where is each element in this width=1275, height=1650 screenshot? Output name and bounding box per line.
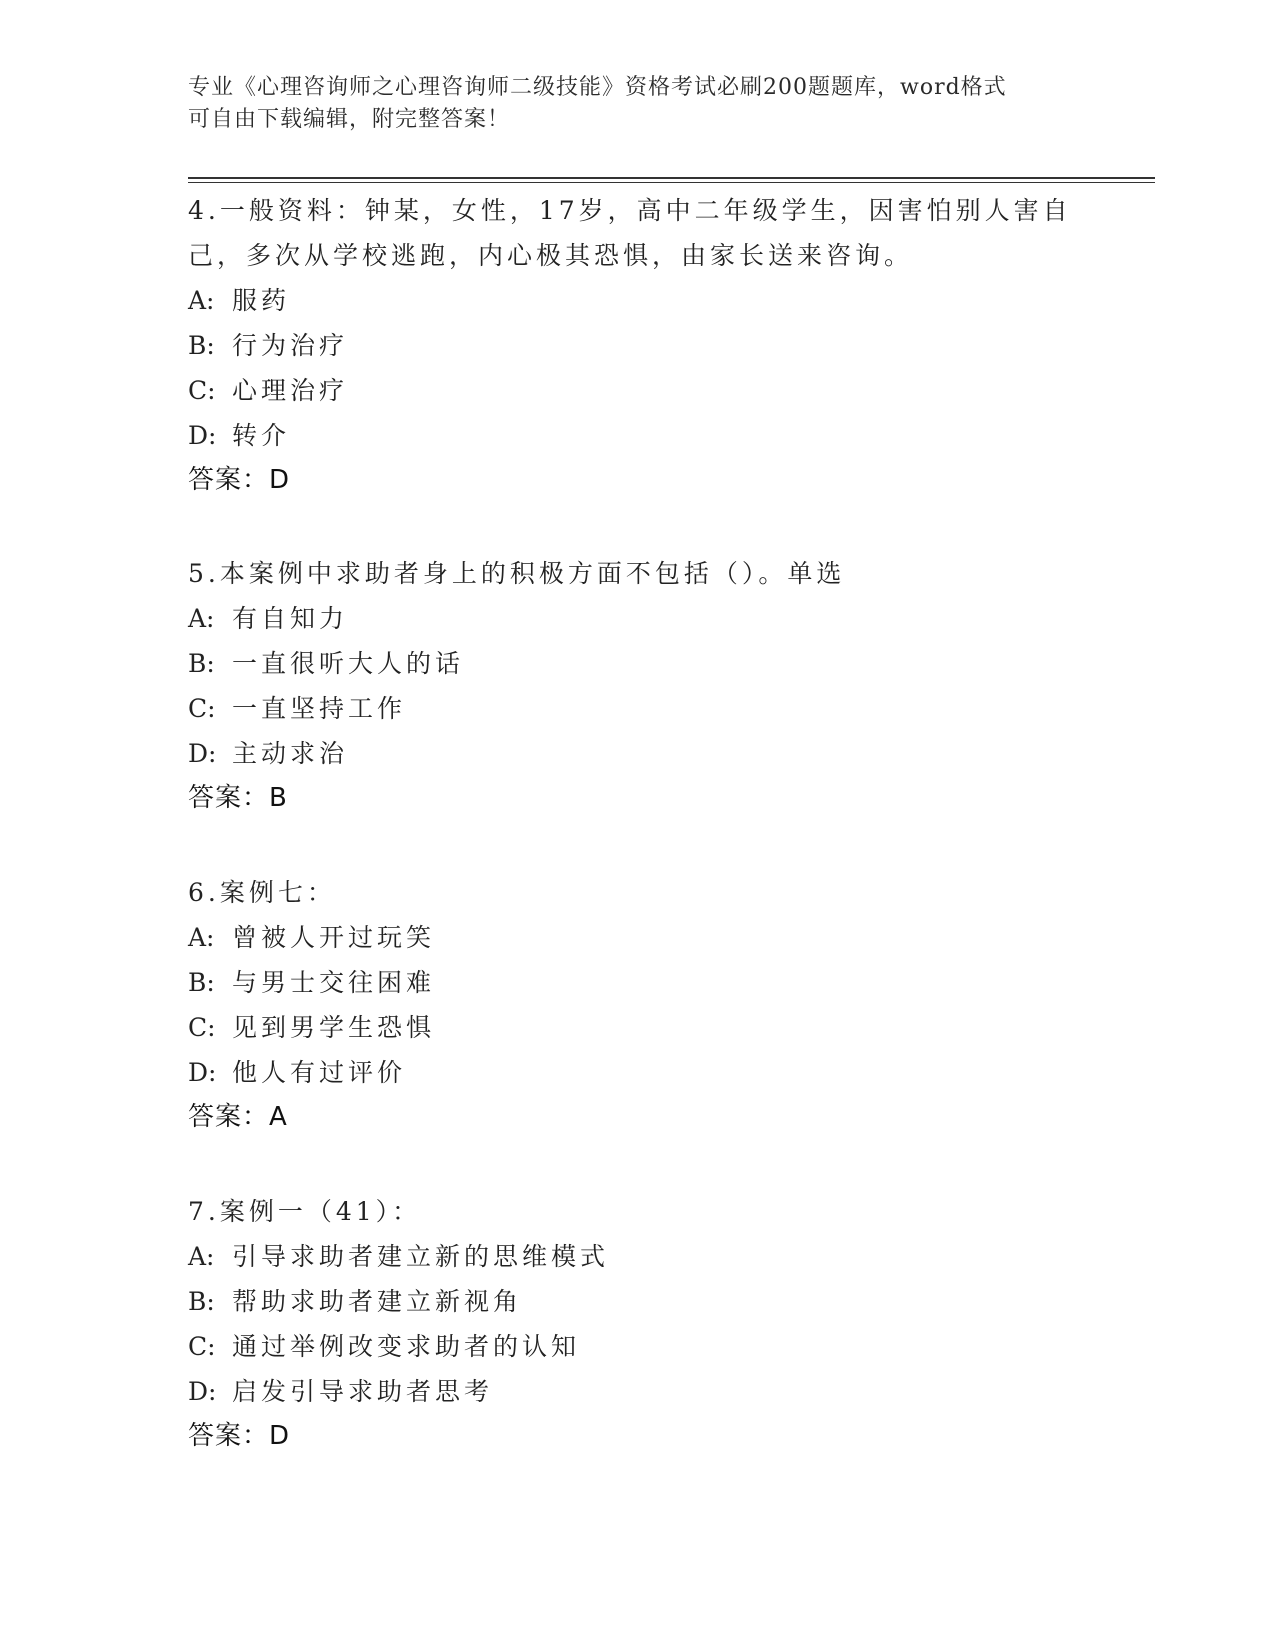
answer-line: 答案：D: [188, 465, 291, 495]
option-key: B:: [188, 331, 215, 360]
option-key: A:: [188, 1242, 215, 1271]
option-d: [188, 1050, 1088, 1095]
option-c: [188, 368, 1088, 413]
option-b: [188, 1279, 1088, 1324]
option-key: D:: [188, 739, 217, 768]
option-text: 一直坚持工作: [232, 694, 407, 723]
option-text: 有自知力: [232, 604, 349, 633]
option-a: [188, 1234, 1088, 1279]
question-stem-line: 6.案例七：: [188, 878, 336, 907]
option-text: 与男士交往困难: [232, 968, 436, 997]
option-b: [188, 960, 1088, 1005]
option-key: A:: [188, 604, 215, 633]
question-stem: [188, 870, 1088, 915]
option-text: 转介: [232, 421, 291, 450]
option-key: C:: [188, 376, 216, 405]
header-divider-thin: [188, 182, 1155, 183]
option-text: 启发引导求助者思考: [232, 1377, 494, 1406]
option-text: 引导求助者建立新的思维模式: [232, 1242, 610, 1271]
answer-line: 答案：A: [188, 1102, 288, 1132]
option-key: B:: [188, 968, 215, 997]
option-c: [188, 1324, 1088, 1369]
answer-line: 答案：D: [188, 1421, 291, 1451]
answer-line: 答案：B: [188, 783, 288, 813]
option-c: [188, 1005, 1088, 1050]
option-text: 帮助求助者建立新视角: [232, 1287, 523, 1316]
header-title-line-1: 专业《心理咨询师之心理咨询师二级技能》资格考试必刷200题题库，word格式: [188, 75, 1007, 100]
option-text: 曾被人开过玩笑: [232, 923, 436, 952]
option-key: A:: [188, 286, 215, 315]
question-5: [188, 551, 1088, 821]
option-a: [188, 596, 1088, 641]
option-text: 行为治疗: [232, 331, 349, 360]
option-key: A:: [188, 923, 215, 952]
option-key: C:: [188, 1332, 216, 1361]
option-d: [188, 413, 1088, 458]
option-key: D:: [188, 421, 217, 450]
option-d: [188, 1369, 1088, 1414]
option-c: [188, 686, 1088, 731]
option-key: B:: [188, 649, 215, 678]
question-stem: [188, 551, 1088, 596]
question-7: [188, 1189, 1088, 1459]
question-6: [188, 870, 1088, 1140]
option-text: 通过举例改变求助者的认知: [232, 1332, 581, 1361]
option-key: C:: [188, 694, 216, 723]
option-text: 见到男学生恐惧: [232, 1013, 436, 1042]
question-stem-line: 4.一般资料：钟某，女性，17岁，高中二年级学生，因害怕别人害自: [188, 196, 1072, 225]
question-stem-line: 5.本案例中求助者身上的积极方面不包括（）。单选: [188, 559, 846, 588]
header-title-line-2: 可自由下载编辑，附完整答案！: [188, 107, 511, 132]
option-key: D:: [188, 1058, 217, 1087]
question-stem-line: 7.案例一（41）：: [188, 1197, 422, 1226]
option-b: [188, 641, 1088, 686]
question-stem: [188, 188, 1088, 278]
option-text: 主动求治: [232, 739, 349, 768]
option-key: D:: [188, 1377, 217, 1406]
option-text: 一直很听大人的话: [232, 649, 465, 678]
option-d: [188, 731, 1088, 776]
question-4: [188, 188, 1088, 503]
option-b: [188, 323, 1088, 368]
question-stem: [188, 1189, 1088, 1234]
header-divider-thick: [188, 177, 1155, 179]
option-text: 他人有过评价: [232, 1058, 407, 1087]
option-a: [188, 278, 1088, 323]
option-a: [188, 915, 1088, 960]
option-text: 心理治疗: [232, 376, 349, 405]
document-header: [188, 72, 1088, 136]
option-text: 服药: [232, 286, 291, 315]
option-key: C:: [188, 1013, 216, 1042]
question-stem-line: 己，多次从学校逃跑，内心极其恐惧，由家长送来咨询。: [188, 241, 914, 270]
option-key: B:: [188, 1287, 215, 1316]
